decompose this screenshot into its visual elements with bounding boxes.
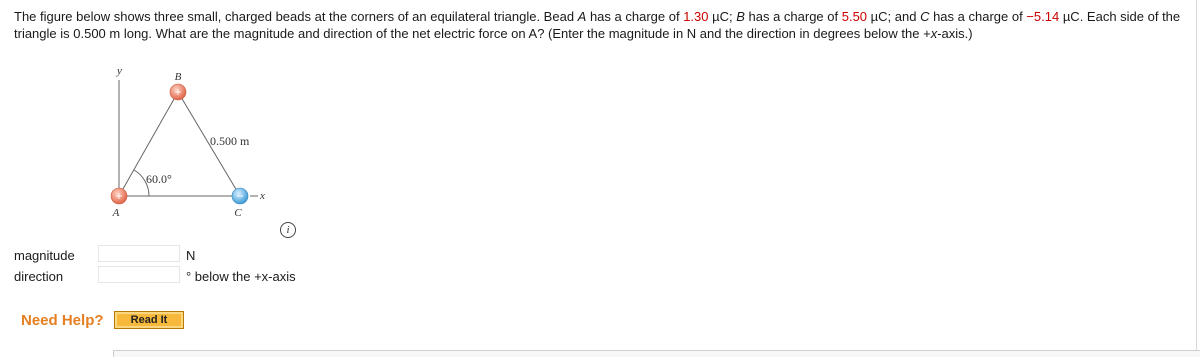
magnitude-unit: N: [186, 248, 196, 263]
charge-b-value: 5.50: [841, 9, 868, 24]
right-border: [1196, 0, 1197, 355]
side-length-label: 0.500 m: [210, 134, 250, 148]
question-part: has a charge of: [929, 9, 1027, 24]
bead-a-var: A: [577, 9, 587, 24]
need-help-label: Need Help?: [21, 312, 104, 329]
triangle-figure: [100, 62, 300, 227]
magnitude-input[interactable]: [98, 245, 180, 262]
direction-input[interactable]: [98, 266, 180, 283]
bead-a-sign: +: [115, 189, 123, 203]
y-axis-label: y: [117, 65, 122, 77]
bead-c-var: C: [920, 9, 930, 24]
angle-label: 60.0°: [146, 172, 172, 186]
bead-b-sign: +: [174, 85, 182, 99]
charge-c-value: −5.14: [1026, 9, 1060, 24]
question-text: [14, 8, 1186, 42]
bead-a-label: A: [112, 207, 120, 219]
question-part: µC;: [708, 9, 737, 24]
bead-c-sign: −: [236, 189, 244, 203]
question-part: has a charge of: [744, 9, 842, 24]
question-part: µC; and: [867, 9, 921, 24]
direction-unit: ° below the +x-axis: [186, 269, 296, 284]
bead-b-label: B: [174, 71, 182, 83]
question-part: -axis.): [937, 26, 973, 41]
x-var: x: [930, 26, 938, 41]
read-it-button[interactable]: Read It: [114, 311, 184, 329]
x-axis-label: x: [260, 190, 265, 202]
bottom-panel: [113, 350, 1200, 357]
question-part: has a charge of: [586, 9, 684, 24]
charge-a-value: 1.30: [683, 9, 709, 24]
question-part: µC. Each side of the triangle is 0.500 m long. What are the magnitude and direction of the net electric force on A? (Enter the magnitude in N and the direction in degrees below the +: [14, 9, 1181, 41]
bead-c-label: C: [234, 207, 242, 219]
magnitude-label: magnitude: [14, 248, 75, 263]
info-icon[interactable]: i: [280, 222, 296, 238]
question-part: The figure below shows three small, charged beads at the corners of an equilateral triangle. Bead: [14, 9, 578, 24]
bead-b-var: B: [736, 9, 745, 24]
direction-label: direction: [14, 269, 64, 284]
